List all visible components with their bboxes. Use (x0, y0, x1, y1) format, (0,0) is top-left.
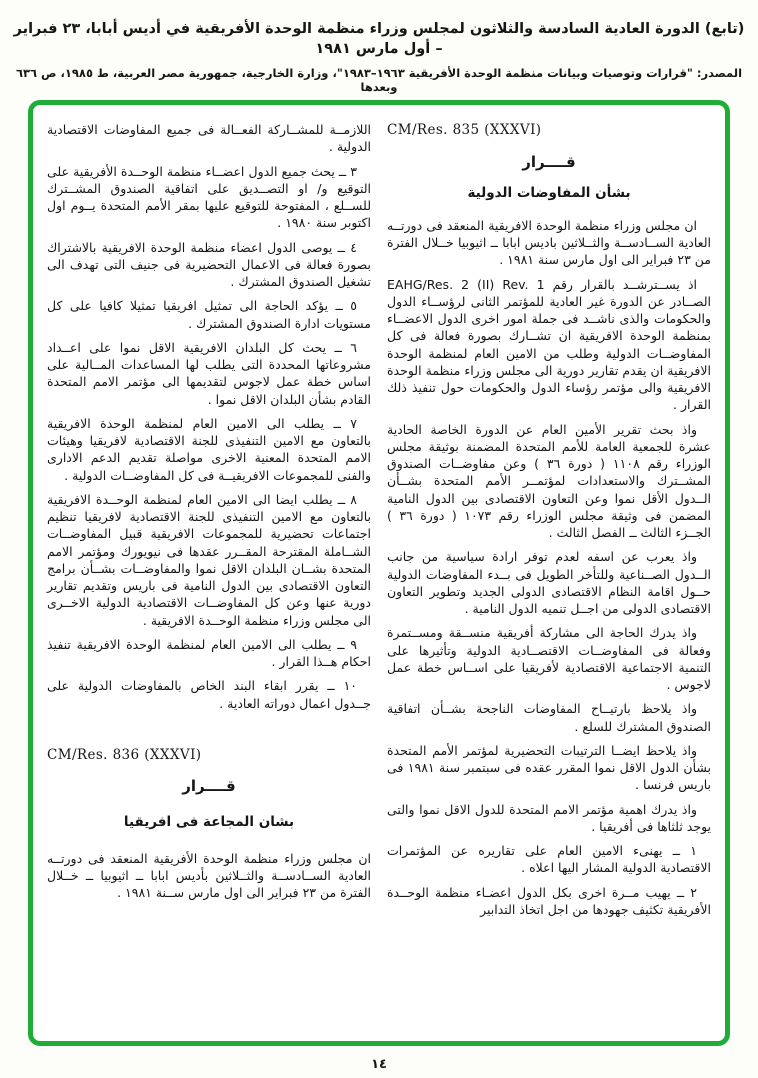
page-header (10, 20, 748, 94)
resolution-835-body (387, 217, 711, 918)
paragraph: ٢ ــ يهيب مــرة اخرى بكل الدول اعضـاء منظمة الوحــدة الأفريقية تكثيف جهودها من اجل اتخاذ التدابير (387, 884, 711, 917)
paragraph: ٩ ــ يطلب الى الامين العام لمنظمة الوحدة الافريقية تنفيذ احكام هــذا القرار . (47, 636, 371, 669)
resolution-836-title: قــــرار (182, 777, 236, 796)
paragraph: ١ ــ يهنىء الامين العام على تقاريره عن المؤتمرات الاقتصادية الدولية المشار اليها اعلاه . (387, 843, 711, 876)
resolution-835-title: قــــرار (522, 152, 576, 171)
resolution-836-block (47, 746, 371, 902)
paragraph: واذ يلاحظ بارتيــاح المفاوضات الناجحة بشــأن اتفاقية الصندوق المشترك للسلع . (387, 701, 711, 734)
paragraph: ٦ ــ يحث كل البلدان الافريقية الاقل نموا على اعــداد مشروعاتها المحددة التى يطلب لها المساعدات المــالية على اساس خطة عمل لاجوس لتقديمها الى مؤتمر الامم المتحدة القادم بشأن البلدان الاقل نموا . (47, 339, 371, 407)
paragraph: اذ يســترشــد بالقرار رقم EAHG/Res. 2 (II) Rev. 1 الصــادر عن الدورة غير العادية للمؤتمر الثانى لرؤســاء الدول والحكومات والذى ناشــد فى جملة امور اخرى الدول الاعضــاء بمنظمة الوحدة الافريقية ان تشــارك بصورة فعالة فى كل المفاوضــات الدولية وطلب من الامين العام لمنظمة الوحدة الافريقية ان يقدم تقارير دورية الى مجلس وزراء منظمة الوحدة الافريقية والى مؤتمر رؤساء الدول والحكومات حول تنفيذ ذلك القرار . (387, 276, 711, 413)
resolution-836-body (47, 850, 371, 902)
header-session-line: (تابع) الدورة العادية السادسة والثلاثون لمجلس وزراء منظمة الوحدة الأفريقية في أديس أبابا، ٢٣ فبراير – أول مارس ١٩٨١ (13, 21, 745, 57)
paragraph: ١٠ ــ يقرر ابقاء البند الخاص بالمفاوضات الدولية على جــدول اعمال دوراته العادية . (47, 678, 371, 711)
header-source-line: المصدر: "قرارات وتوصيات وبيانات منظمة الوحدة الأفريقية ١٩٦٣–١٩٨٣"، وزارة الخارجية، جمهورية مصر العربية، ط ١٩٨٥، ص ٦٣٦ وبعدها (15, 66, 743, 95)
paragraph: ٥ ــ يؤكد الحاجة الى تمثيل افريقيا تمثيلا كافيا على كل مستويات ادارة الصندوق المشترك . (47, 298, 371, 331)
paragraph: اللازمــة للمشــاركة الفعــالة فى جميع المفاوضات الاقتصادية الدولية . (47, 122, 371, 155)
paragraph: ان مجلس وزراء منظمة الوحدة الافريقية المنعقد فى دورتــه العادية الســادســة والثــلاثين باديس ابابا ــ اثيوبيا خــلال الفترة من ٢٣ فبراير الى اول مارس سنة ١٩٨١ . (387, 217, 711, 268)
resolution-836-subtitle: بشان المجاعة فى افريقيا (123, 814, 295, 831)
two-column-layout (47, 121, 711, 1033)
paragraph: واذ يدرك اهمية مؤتمر الامم المتحدة للدول الاقل نموا والتى يوجد ثلثاها فى أفريقيا . (387, 801, 711, 834)
paragraph: واذ يدرك الحاجة الى مشاركة أفريقية منســقة ومســتمرة وفعالة فى المفاوضــات الاقتصــادية الدولية وتأثيرها على التنمية الاجتماعية الاقتصادية لأفريقيا على اســاس خطة عمل لاجوس . (387, 625, 711, 693)
paragraph: واذ بحث تقرير الأمين العام عن الدورة الخاصة الحادية عشرة للجمعية العامة للأمم المتحدة المضمنة بوثيقة مجلس الوزراء رقم ١١٠٨ ( دورة ٣٦ ) وعن مفاوضــات الصندوق المشــترك والاستعدادات لمؤتمــر الأمم المتحدة بشــأن الــدول الأقل نموا وعن التعاون الاقتصادى بين الدول النامية المضمن فى وثيقة مجلس الوزراء رقم ١٠٧٣ ( دورة ٣٦ ) الجــزء الثالث ــ الفصل الثالث . (387, 421, 711, 541)
resolution-835-continuation (47, 121, 371, 712)
paragraph: ٤ ــ يوصى الدول اعضاء منظمة الوحدة الافريقية بالاشتراك بصورة فعالة فى الاعمال التحضيرية فى جنيف التى تهدف الى تشغيل الصندوق المشترك . (47, 239, 371, 289)
column-right (387, 121, 711, 1033)
paragraph: ٨ ــ يطلب ايضا الى الامين العام لمنظمة الوحــدة الافريقية بالتعاون مع الامين التنفيذى للجنة الاقتصادية لافريقيا تنظيم اجتماعات تحضيرية للمجموعات الافريقية قبيل المفاوضــات الشــاملة المقترحة المقــرر عقدها فى نيويورك ومؤتمر الامم المتحدة بشــان البلدان الاقل نموا والمفاوضــات بشــأن برامج التعاون الاقتصادى بين الدول النامية فى باريس وتقديم تقارير دورية عنها وعن كل المفاوضــات الاقتصادية الدولية الاخــرى الى مجلس وزراء منظمة الوحــدة الافريقية . (47, 491, 371, 628)
paragraph: ٧ ــ يطلب الى الامين العام لمنظمة الوحدة الافريقية بالتعاون مع الامين التنفيذى للجنة الاقتصادية لافريقيا وهيئات الامم المتحدة المعنية الاخرى مواصلة تقديم الدعم الادارى والفنى للمجموعات الافريقيــة فى كل المفاوضــات الدولية . (47, 415, 371, 483)
resolution-835-ref: CM/Res. 835 (XXXVI) (387, 122, 542, 138)
paragraph: ٣ ــ يحث جميع الدول اعضــاء منظمة الوحــدة الأفريقية على التوقيع و/ او التصــديق على اتفاقية الصندوق المشــترك للســلع ، المفتوحة للتوقيع عليها بمقر الأمم المتحدة يــوم اول اكتوبر سنة ١٩٨٠ . (47, 163, 371, 231)
paragraph: واذ يلاحظ ايضــا الترتيبات التحضيرية لمؤتمر الأمم المتحدة بشأن الدول الاقل نموا المقرر عقده فى سبتمبر سنة ١٩٨١ فى باريس فرنسا . (387, 742, 712, 793)
resolution-836-ref: CM/Res. 836 (XXXVI) (47, 746, 202, 763)
paragraph: واذ يعرب عن اسفه لعدم توفر ارادة سياسية من جانب الــدول الصــناعية وللتأخر الطويل فى بــدء المفاوضات الدولية حــول اقامة النظام الاقتصادى الدولى الجديد وتطوير التعاون الاقتصادى الدولى من اجــل تنميه الدول النامية . (387, 549, 711, 617)
paragraph: ان مجلس وزراء منظمة الوحدة الأفريقية المنعقد فى دورتــه العادية الســادســة والثــلاثين بأديس ابابا ــ اثيوبيا ــ خــلال الفترة من ٢٣ فبراير الى اول مارس ســنة ١٩٨١ . (47, 850, 371, 901)
page-number: ١٤ (371, 1057, 387, 1072)
resolution-835-subtitle: بشأن المفاوضات الدولية (467, 185, 631, 202)
column-left (47, 121, 371, 1033)
content-frame (28, 100, 730, 1046)
